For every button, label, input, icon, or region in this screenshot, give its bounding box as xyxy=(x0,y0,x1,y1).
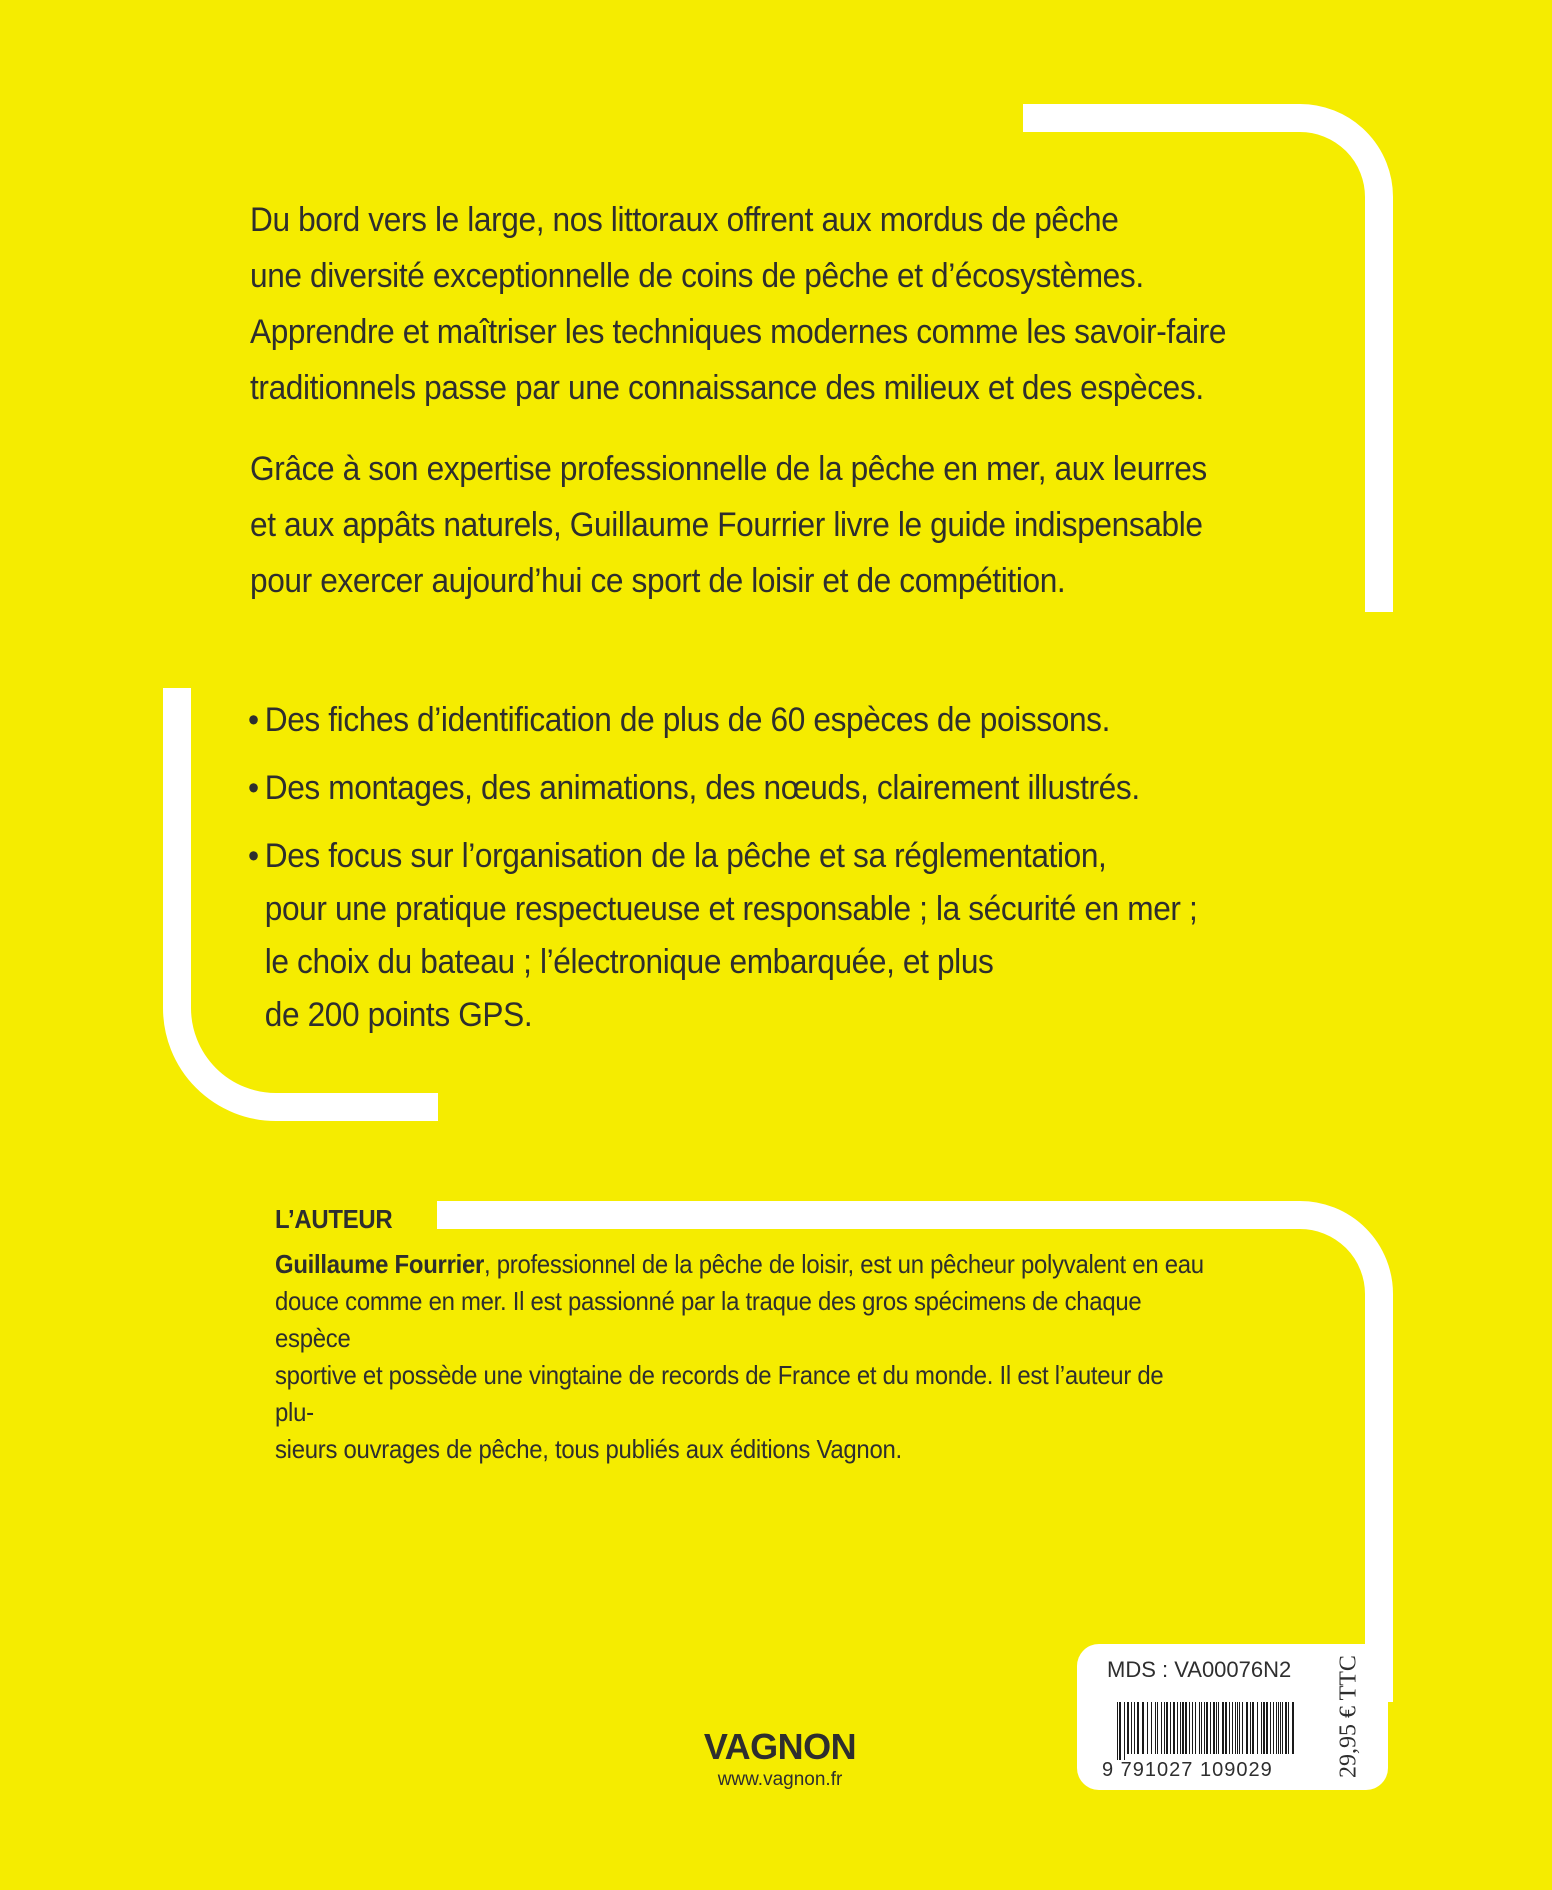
intro-line: Grâce à son expertise professionnelle de la pêche en mer, aux leurres xyxy=(250,450,1207,488)
author-section xyxy=(275,1201,1204,1468)
intro-text xyxy=(250,192,1236,609)
intro-line: pour exercer aujourd’hui ce sport de loisir et de compétition. xyxy=(250,562,1066,600)
publisher-logo xyxy=(700,1726,860,1792)
feature-item xyxy=(248,830,1243,1042)
author-name: Guillaume Fourrier xyxy=(275,1249,485,1279)
feature-list xyxy=(248,694,1243,1057)
intro-line: et aux appâts naturels, Guillaume Fourrier livre le guide indispensable xyxy=(250,506,1203,544)
author-heading: L’AUTEUR xyxy=(275,1204,393,1234)
feature-text: Des montages, des animations, des nœuds, clairement illustrés. xyxy=(264,769,1140,807)
intro-line: Apprendre et maîtriser les techniques modernes comme les savoir-faire xyxy=(250,313,1227,351)
publisher-website: www.vagnon.fr xyxy=(717,1769,843,1790)
feature-item xyxy=(248,762,1243,815)
price-label: 29,95 € TTC xyxy=(1335,1655,1362,1778)
feature-text: Des focus sur l’organisation de la pêche et sa réglementation, pour une pratique respectueuse et responsable ; la sécurité en mer ; le choix du bateau ; l’électronique embarquée, et plus de 200 points GPS. xyxy=(264,837,1198,1034)
intro-line: traditionnels passe par une connaissance des milieux et des espèces. xyxy=(250,369,1204,407)
price-barcode-box xyxy=(1077,1644,1388,1790)
author-bio xyxy=(275,1246,1204,1468)
author-bio-text: , professionnel de la pêche de loisir, est un pêcheur polyvalent en eau douce comme en mer. Il est passionné par la traque des gros spécimens de chaque espèce sportive et possède une vingtaine de records de France et du monde. Il est l’auteur de plu- sieurs ouvrages de pêche, tous publiés aux éditions Vagnon. xyxy=(275,1249,1204,1464)
bullet-marker: • xyxy=(248,769,259,807)
intro-line: Du bord vers le large, nos littoraux offrent aux mordus de pêche xyxy=(250,201,1119,239)
feature-text: Des fiches d’identification de plus de 60 espèces de poissons. xyxy=(264,701,1111,739)
publisher-brand: VAGNON xyxy=(703,1726,857,1767)
isbn-number: 9 791027 109029 xyxy=(1102,1759,1273,1781)
intro-line: une diversité exceptionnelle de coins de pêche et d’écosystèmes. xyxy=(250,257,1144,295)
bullet-marker: • xyxy=(248,701,259,739)
bullet-marker: • xyxy=(248,837,259,875)
feature-item xyxy=(248,694,1243,747)
barcode-icon xyxy=(1117,1702,1297,1760)
mds-code: MDS : VA00076N2 xyxy=(1107,1657,1292,1682)
